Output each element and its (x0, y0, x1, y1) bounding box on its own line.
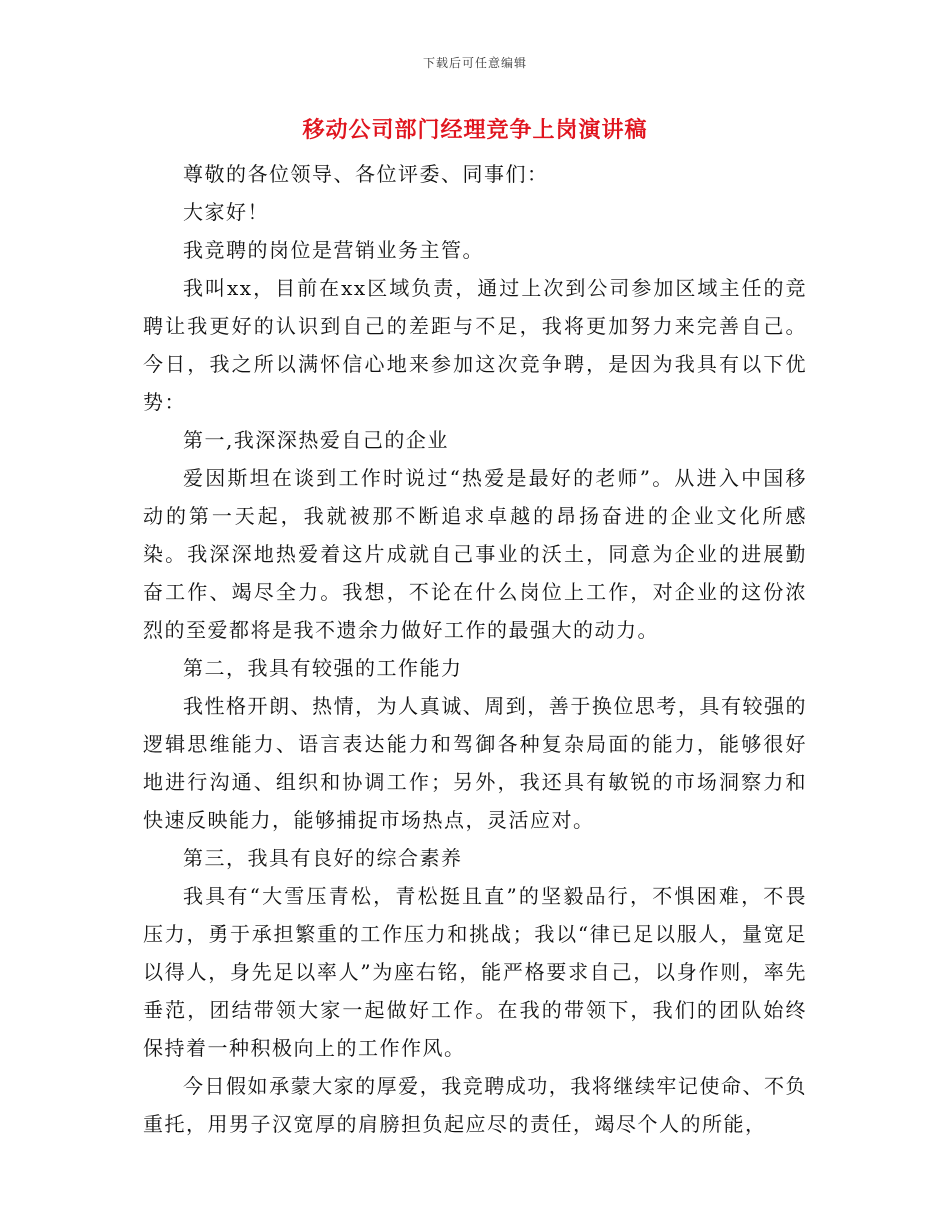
paragraph-salutation: 尊敬的各位领导、各位评委、同事们： (183, 162, 549, 186)
paragraph-first-body: 爱因斯坦在谈到工作时说过“热爱是最好的老师”。从进入中国移动的第一天起，我就被那不断追求卓越的昂扬奋进的企业文化所感染。我深深地热爱着这片成就自己事业的沃土，同意为企业的进展勤奋工作、竭尽全力。我想，不论在什么岗位上工作，对企业的这份浓烈的至爱都将是我不遗余力做好工作的最强大的动力。 (143, 466, 807, 642)
paragraph-third-body: 我具有“大雪压青松，青松挺且直”的坚毅品行，不惧困难，不畏压力，勇于承担繁重的工作压力和挑战；我以“律已足以服人，量宽足以得人，身先足以率人”为座右铭，能严格要求自己，以身作则，率先垂范，团结带领大家一起做好工作。在我的带领下，我们的团队始终保持着一种积极向上的工作作风。 (143, 884, 807, 1060)
document-title: 移动公司部门经理竞争上岗演讲稿 (302, 117, 648, 143)
paragraph-heading-third: 第三，我具有良好的综合素养 (183, 846, 463, 870)
paragraph-closing: 今日假如承蒙大家的厚爱，我竞聘成功，我将继续牢记使命、不负重托，用男子汉宽厚的肩膀担负起应尽的责任，竭尽个人的所能， (143, 1074, 807, 1136)
paragraph-position: 我竞聘的岗位是营销业务主管。 (183, 238, 484, 262)
paragraph-heading-second: 第二，我具有较强的工作能力 (183, 656, 463, 680)
document-body (143, 155, 807, 1143)
paragraph-introduction: 我叫xx，目前在xx区域负责，通过上次到公司参加区域主任的竞聘让我更好的认识到自己的差距与不足，我将更加努力来完善自己。今日，我之所以满怀信心地来参加这次竞争聘，是因为我具有以下优势： (143, 276, 807, 414)
paragraph-heading-first: 第一,我深深热爱自己的企业 (183, 428, 449, 452)
paragraph-greeting: 大家好！ (183, 200, 269, 224)
header-note: 下载后可任意编辑 (422, 56, 527, 70)
paragraph-second-body: 我性格开朗、热情，为人真诚、周到，善于换位思考，具有较强的逻辑思维能力、语言表达能力和驾御各种复杂局面的能力，能够很好地进行沟通、组织和协调工作；另外，我还具有敏锐的市场洞察力和快速反映能力，能够捕捉市场热点，灵活应对。 (143, 694, 807, 832)
